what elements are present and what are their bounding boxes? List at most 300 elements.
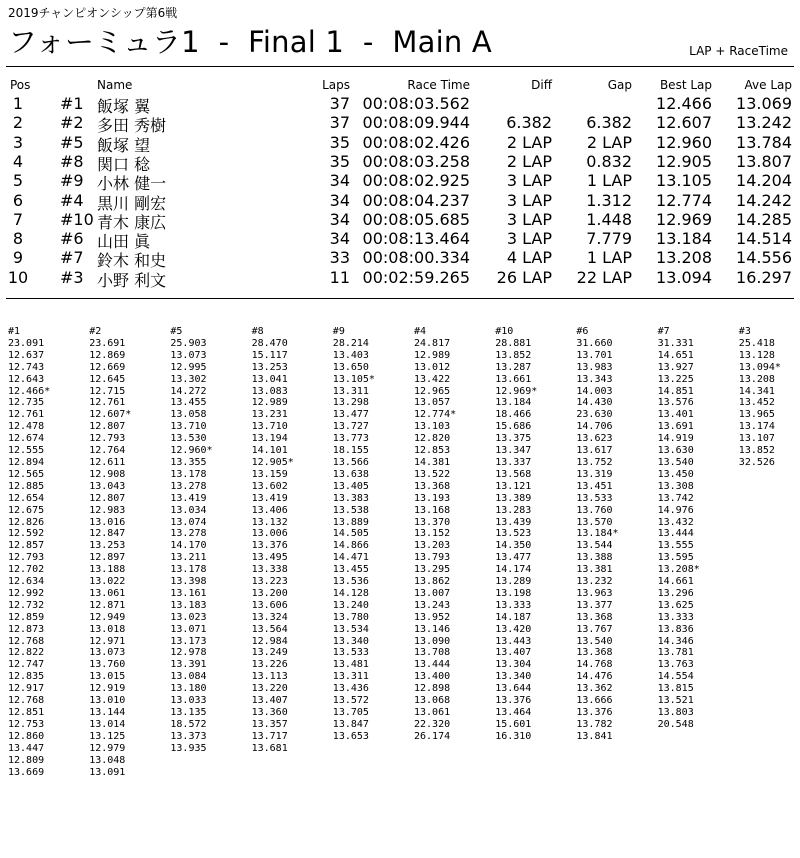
lap-time: 13.455 <box>332 564 369 576</box>
lap-time: 12.949 <box>89 611 126 623</box>
lap-time: 13.121 <box>495 480 532 492</box>
lap-time: 18.155 <box>332 445 369 457</box>
lap-time: 13.287 <box>495 361 532 373</box>
lap-time: 13.152 <box>414 528 451 540</box>
lap-time: 15.686 <box>495 421 532 433</box>
lap-column <box>739 326 781 469</box>
lap-column <box>495 326 537 743</box>
lap-time: 13.023 <box>170 611 207 623</box>
lap-time: 13.347 <box>495 445 532 457</box>
lap-time: 13.375 <box>495 433 532 445</box>
lap-time: 14.128 <box>332 587 369 599</box>
cell-best: 13.094 <box>656 267 712 287</box>
lap-time: 13.752 <box>576 456 613 468</box>
lap-time: 13.337 <box>495 456 532 468</box>
lap-time: 13.073 <box>89 647 126 659</box>
lap-time: 13.403 <box>332 349 369 361</box>
lap-time: 13.168 <box>414 504 451 516</box>
cell-pos: 4 <box>12 151 24 171</box>
lap-time: 14.661 <box>657 576 694 588</box>
lap-time: 13.343 <box>576 373 613 385</box>
lap-time: 12.919 <box>89 683 126 695</box>
lap-time: 12.965 <box>414 385 451 397</box>
lap-time: 26.174 <box>414 730 451 742</box>
lap-time: 13.376 <box>251 540 288 552</box>
lap-time: 13.781 <box>657 647 694 659</box>
lap-time: 13.073 <box>170 349 207 361</box>
lap-time: 13.533 <box>332 647 369 659</box>
cell-no: #10 <box>60 209 94 229</box>
lap-time: 13.405 <box>332 480 369 492</box>
lap-time: 12.979 <box>89 742 126 754</box>
lap-time: 13.010 <box>89 695 126 707</box>
lap-time: 12.894 <box>8 456 45 468</box>
cell-race-time: 00:08:05.685 <box>362 209 470 229</box>
lap-time: 14.381 <box>414 456 451 468</box>
lap-time: 14.851 <box>657 385 694 397</box>
lap-time: 12.654 <box>8 492 45 504</box>
lap-time: 13.376 <box>495 695 532 707</box>
lap-time: 13.617 <box>576 445 613 457</box>
lap-time: 13.644 <box>495 683 532 695</box>
lap-time: 13.572 <box>332 695 369 707</box>
cell-laps: 34 <box>329 171 350 191</box>
cell-diff: 3 LAP <box>506 209 552 229</box>
header-best-lap: Best Lap <box>659 78 712 92</box>
table-row <box>0 113 800 136</box>
lap-time: 13.401 <box>657 409 694 421</box>
lap-time: 13.710 <box>251 421 288 433</box>
lap-time: 13.253 <box>89 540 126 552</box>
cell-best: 12.969 <box>656 209 712 229</box>
lap-time: 13.889 <box>332 516 369 528</box>
cell-name: 多田 秀樹 <box>97 116 167 136</box>
lap-time: 12.960* <box>170 445 213 457</box>
lap-time: 13.103 <box>414 421 451 433</box>
lap-time: 12.735 <box>8 397 45 409</box>
lap-time: 13.521 <box>657 695 694 707</box>
lap-time: 13.084 <box>170 671 207 683</box>
cell-name: 関口 稔 <box>97 154 151 174</box>
lap-time: 13.522 <box>414 468 451 480</box>
lap-time: 32.526 <box>738 456 775 468</box>
cell-diff: 3 LAP <box>506 171 552 191</box>
lap-time: 13.534 <box>332 623 369 635</box>
header-laps: Laps <box>322 78 350 92</box>
lap-time: 14.272 <box>170 385 207 397</box>
cell-race-time: 00:08:09.944 <box>362 113 470 133</box>
cell-laps: 35 <box>329 151 350 171</box>
lap-time: 13.324 <box>251 611 288 623</box>
lap-time: 13.278 <box>170 528 207 540</box>
lap-column <box>414 326 456 743</box>
lap-time: 14.919 <box>657 433 694 445</box>
lap-time: 13.447 <box>8 742 45 754</box>
lap-time: 13.406 <box>251 504 288 516</box>
lap-time: 13.927 <box>657 361 694 373</box>
lap-time: 13.450 <box>657 468 694 480</box>
lap-time: 12.768 <box>8 635 45 647</box>
lap-time: 13.355 <box>170 456 207 468</box>
lap-time: 13.455 <box>170 397 207 409</box>
lap-time: 14.476 <box>576 671 613 683</box>
lap-time: 13.178 <box>170 468 207 480</box>
lap-time: 12.807 <box>89 421 126 433</box>
lap-time: 13.338 <box>251 564 288 576</box>
lap-time: 13.007 <box>414 587 451 599</box>
lap-column-header: #10 <box>495 326 514 337</box>
header-gap: Gap <box>607 78 632 92</box>
lap-time: 13.094* <box>738 361 781 373</box>
table-row <box>0 248 800 271</box>
cell-ave: 14.204 <box>736 171 792 191</box>
lap-time: 13.311 <box>332 385 369 397</box>
lap-time: 13.231 <box>251 409 288 421</box>
lap-time: 12.908 <box>89 468 126 480</box>
lap-time: 13.034 <box>170 504 207 516</box>
lap-time: 13.125 <box>89 730 126 742</box>
lap-time: 13.135 <box>170 707 207 718</box>
lap-time: 13.302 <box>170 373 207 385</box>
lap-time: 13.308 <box>657 480 694 492</box>
cell-ave: 13.069 <box>736 94 792 113</box>
lap-time: 13.400 <box>414 671 451 683</box>
lap-time: 13.389 <box>495 492 532 504</box>
lap-time: 13.444 <box>414 659 451 671</box>
lap-time: 13.220 <box>251 683 288 695</box>
lap-time: 13.058 <box>170 409 207 421</box>
cell-gap: 1.448 <box>586 209 632 229</box>
lap-time: 12.807 <box>89 492 126 504</box>
cell-best: 12.774 <box>656 190 712 210</box>
lap-time: 12.764 <box>89 445 126 457</box>
lap-time: 13.963 <box>576 587 613 599</box>
lap-time: 13.174 <box>738 421 775 433</box>
cell-ave: 16.297 <box>736 267 792 287</box>
table-row <box>0 267 800 290</box>
lap-time: 13.852 <box>738 445 775 457</box>
lap-time: 13.780 <box>332 611 369 623</box>
lap-time: 13.057 <box>414 397 451 409</box>
cell-race-time: 00:08:13.464 <box>362 229 470 249</box>
lap-time: 13.376 <box>576 707 613 718</box>
cell-best: 13.184 <box>656 229 712 249</box>
cell-best: 12.905 <box>656 151 712 171</box>
lap-time: 13.495 <box>251 552 288 564</box>
lap-time: 13.184 <box>495 397 532 409</box>
lap-time: 13.523 <box>495 528 532 540</box>
lap-time: 13.477 <box>332 409 369 421</box>
table-row <box>0 94 800 116</box>
cell-pos: 9 <box>12 248 24 268</box>
lap-column <box>8 326 50 778</box>
lap-time: 13.298 <box>332 397 369 409</box>
lap-time: 14.768 <box>576 659 613 671</box>
lap-time: 12.555 <box>8 445 45 457</box>
cell-no: #6 <box>60 229 84 249</box>
cell-no: #4 <box>60 190 84 210</box>
lap-time: 13.965 <box>738 409 775 421</box>
cell-best: 12.960 <box>656 132 712 152</box>
lap-time: 15.117 <box>251 349 288 361</box>
cell-diff: 26 LAP <box>496 267 552 287</box>
lap-time: 13.161 <box>170 587 207 599</box>
lap-time: 13.481 <box>332 659 369 671</box>
header-diff: Diff <box>531 78 552 92</box>
event-supertitle: 2019チャンピオンシップ第6戦 <box>8 6 178 20</box>
lap-time: 13.368 <box>576 611 613 623</box>
lap-time: 12.857 <box>8 540 45 552</box>
table-row <box>0 151 800 174</box>
lap-time: 13.289 <box>495 576 532 588</box>
lap-time: 12.873 <box>8 623 45 635</box>
lap-time: 13.407 <box>495 647 532 659</box>
table-row <box>0 229 800 252</box>
cell-laps: 34 <box>329 190 350 210</box>
lap-time: 13.184* <box>576 528 619 540</box>
lap-time: 12.466* <box>8 385 51 397</box>
lap-time: 13.074 <box>170 516 207 528</box>
lap-time: 13.340 <box>332 635 369 647</box>
cell-ave: 14.514 <box>736 229 792 249</box>
lap-time: 12.871 <box>89 599 126 611</box>
lap-time: 13.852 <box>495 349 532 361</box>
lap-time: 13.319 <box>576 468 613 480</box>
cell-gap: 2 LAP <box>586 132 632 152</box>
lap-time: 13.211 <box>170 552 207 564</box>
lap-time: 13.377 <box>576 599 613 611</box>
cell-laps: 34 <box>329 209 350 229</box>
cell-laps: 34 <box>329 229 350 249</box>
lap-time: 12.743 <box>8 361 45 373</box>
cell-pos: 10 <box>7 267 29 287</box>
cell-race-time: 00:02:59.265 <box>362 267 470 287</box>
cell-pos: 1 <box>12 94 24 113</box>
lap-time: 13.016 <box>89 516 126 528</box>
lap-time: 12.905* <box>251 456 294 468</box>
cell-gap: 1.312 <box>586 190 632 210</box>
cell-gap: 1 LAP <box>586 171 632 191</box>
lap-time: 13.530 <box>170 433 207 445</box>
lap-time: 25.903 <box>170 337 207 349</box>
lap-time: 14.554 <box>657 671 694 683</box>
lap-time: 13.862 <box>414 576 451 588</box>
lap-time: 13.422 <box>414 373 451 385</box>
lap-time: 13.243 <box>414 599 451 611</box>
lap-time: 12.835 <box>8 671 45 683</box>
lap-time: 14.350 <box>495 540 532 552</box>
lap-time: 12.774* <box>414 409 457 421</box>
lap-time: 13.625 <box>657 599 694 611</box>
cell-no: #3 <box>60 267 84 287</box>
lap-time: 13.691 <box>657 421 694 433</box>
lap-time: 13.952 <box>414 611 451 623</box>
lap-time: 12.634 <box>8 576 45 588</box>
lap-time: 12.885 <box>8 480 45 492</box>
lap-column <box>576 326 618 743</box>
lap-time: 13.436 <box>332 683 369 695</box>
lap-time: 13.407 <box>251 695 288 707</box>
cell-gap: 6.382 <box>586 113 632 133</box>
lap-time: 12.669 <box>89 361 126 373</box>
lap-time: 13.935 <box>170 742 207 754</box>
lap-time: 23.630 <box>576 409 613 421</box>
lap-time: 14.341 <box>738 385 775 397</box>
lap-time: 12.793 <box>8 552 45 564</box>
lap-time: 13.015 <box>89 671 126 683</box>
cell-ave: 13.807 <box>736 151 792 171</box>
cell-race-time: 00:08:00.334 <box>362 248 470 268</box>
lap-time: 12.847 <box>89 528 126 540</box>
lap-time: 12.592 <box>8 528 45 540</box>
lap-time: 13.304 <box>495 659 532 671</box>
lap-time: 12.761 <box>89 397 126 409</box>
cell-name: 山田 眞 <box>97 232 151 252</box>
lap-time: 28.881 <box>495 337 532 349</box>
cell-race-time: 00:08:03.562 <box>362 94 470 113</box>
cell-pos: 8 <box>12 229 24 249</box>
lap-time: 12.753 <box>8 718 45 730</box>
lap-time: 12.478 <box>8 421 45 433</box>
cell-ave: 13.784 <box>736 132 792 152</box>
lap-time: 13.278 <box>170 480 207 492</box>
lap-time: 12.702 <box>8 564 45 576</box>
lap-time: 13.767 <box>576 623 613 635</box>
cell-name: 小林 健一 <box>97 174 167 194</box>
cell-gap: 1 LAP <box>586 248 632 268</box>
cell-ave: 13.242 <box>736 113 792 133</box>
cell-race-time: 00:08:04.237 <box>362 190 470 210</box>
lap-time: 13.444 <box>657 528 694 540</box>
lap-time: 12.983 <box>89 504 126 516</box>
lap-time: 13.146 <box>414 623 451 635</box>
lap-time: 13.061 <box>89 587 126 599</box>
lap-time: 13.701 <box>576 349 613 361</box>
lap-time: 13.576 <box>657 397 694 409</box>
lap-time: 13.666 <box>576 695 613 707</box>
lap-time: 13.669 <box>8 766 45 778</box>
cell-no: #1 <box>60 94 84 113</box>
lap-time: 13.144 <box>89 707 126 718</box>
lap-column-header: #6 <box>576 326 589 337</box>
lap-time: 12.989 <box>251 397 288 409</box>
lap-time: 13.760 <box>576 504 613 516</box>
lap-time: 13.022 <box>89 576 126 588</box>
lap-time: 31.660 <box>576 337 613 349</box>
lap-time: 13.727 <box>332 421 369 433</box>
cell-race-time: 00:08:03.258 <box>362 151 470 171</box>
cell-no: #2 <box>60 113 84 133</box>
lap-time: 13.283 <box>495 504 532 516</box>
lap-time: 13.568 <box>495 468 532 480</box>
cell-name: 青木 康広 <box>97 212 167 232</box>
lap-time: 13.439 <box>495 516 532 528</box>
lap-column <box>333 326 375 743</box>
top-divider <box>6 66 794 67</box>
mid-divider <box>6 298 794 299</box>
lap-time: 12.637 <box>8 349 45 361</box>
lap-time: 23.691 <box>89 337 126 349</box>
lap-time: 13.198 <box>495 587 532 599</box>
lap-time: 13.105* <box>332 373 375 385</box>
lap-time: 12.611 <box>89 456 126 468</box>
lap-column-header: #8 <box>251 326 264 337</box>
cell-laps: 33 <box>329 248 350 268</box>
lap-time: 18.466 <box>495 409 532 421</box>
lap-time: 13.090 <box>414 635 451 647</box>
lap-time: 14.174 <box>495 564 532 576</box>
lap-time: 15.601 <box>495 718 532 730</box>
lap-time: 12.607* <box>89 409 132 421</box>
cell-no: #5 <box>60 132 84 152</box>
lap-time: 13.061 <box>414 707 451 718</box>
lap-time: 13.630 <box>657 445 694 457</box>
lap-time: 13.357 <box>251 718 288 730</box>
lap-time: 13.452 <box>738 397 775 409</box>
table-row <box>0 190 800 213</box>
cell-best: 13.105 <box>656 171 712 191</box>
cell-laps: 35 <box>329 132 350 152</box>
lap-time: 13.249 <box>251 647 288 659</box>
lap-time: 13.296 <box>657 587 694 599</box>
lap-time: 13.538 <box>332 504 369 516</box>
lap-time: 13.232 <box>576 576 613 588</box>
lap-time: 12.869 <box>89 349 126 361</box>
lap-time: 13.107 <box>738 433 775 445</box>
lap-time: 28.470 <box>251 337 288 349</box>
lap-time: 12.674 <box>8 433 45 445</box>
lap-time: 12.989 <box>414 349 451 361</box>
lap-time: 13.606 <box>251 599 288 611</box>
lap-time: 13.564 <box>251 623 288 635</box>
lap-time: 13.570 <box>576 516 613 528</box>
cell-name: 鈴木 和史 <box>97 251 167 271</box>
lap-time: 13.705 <box>332 707 369 718</box>
cell-ave: 14.242 <box>736 190 792 210</box>
lap-time: 12.809 <box>8 754 45 766</box>
cell-ave: 14.285 <box>736 209 792 229</box>
lap-time: 13.717 <box>251 730 288 742</box>
lap-time: 13.200 <box>251 587 288 599</box>
lap-time: 13.793 <box>414 552 451 564</box>
lap-time: 13.012 <box>414 361 451 373</box>
lap-time: 14.170 <box>170 540 207 552</box>
lap-time: 12.992 <box>8 587 45 599</box>
header-name: Name <box>97 78 133 92</box>
lap-column <box>252 326 294 755</box>
cell-name: 飯塚 翼 <box>97 97 151 116</box>
lap-time: 13.203 <box>414 540 451 552</box>
lap-time: 12.565 <box>8 468 45 480</box>
table-row <box>0 171 800 194</box>
lap-time: 13.653 <box>332 730 369 742</box>
lap-time: 13.043 <box>89 480 126 492</box>
lap-time: 13.159 <box>251 468 288 480</box>
lap-time: 13.420 <box>495 623 532 635</box>
lap-time: 13.847 <box>332 718 369 730</box>
lap-time: 12.747 <box>8 659 45 671</box>
lap-time: 13.340 <box>495 671 532 683</box>
report-subtitle: LAP + RaceTime <box>689 44 788 58</box>
lap-time: 13.180 <box>170 683 207 695</box>
lap-time: 13.536 <box>332 576 369 588</box>
lap-time: 12.732 <box>8 599 45 611</box>
lap-time: 13.173 <box>170 635 207 647</box>
lap-time: 14.471 <box>332 552 369 564</box>
lap-time: 12.971 <box>89 635 126 647</box>
lap-time: 18.572 <box>170 718 207 730</box>
lap-time: 12.853 <box>414 445 451 457</box>
